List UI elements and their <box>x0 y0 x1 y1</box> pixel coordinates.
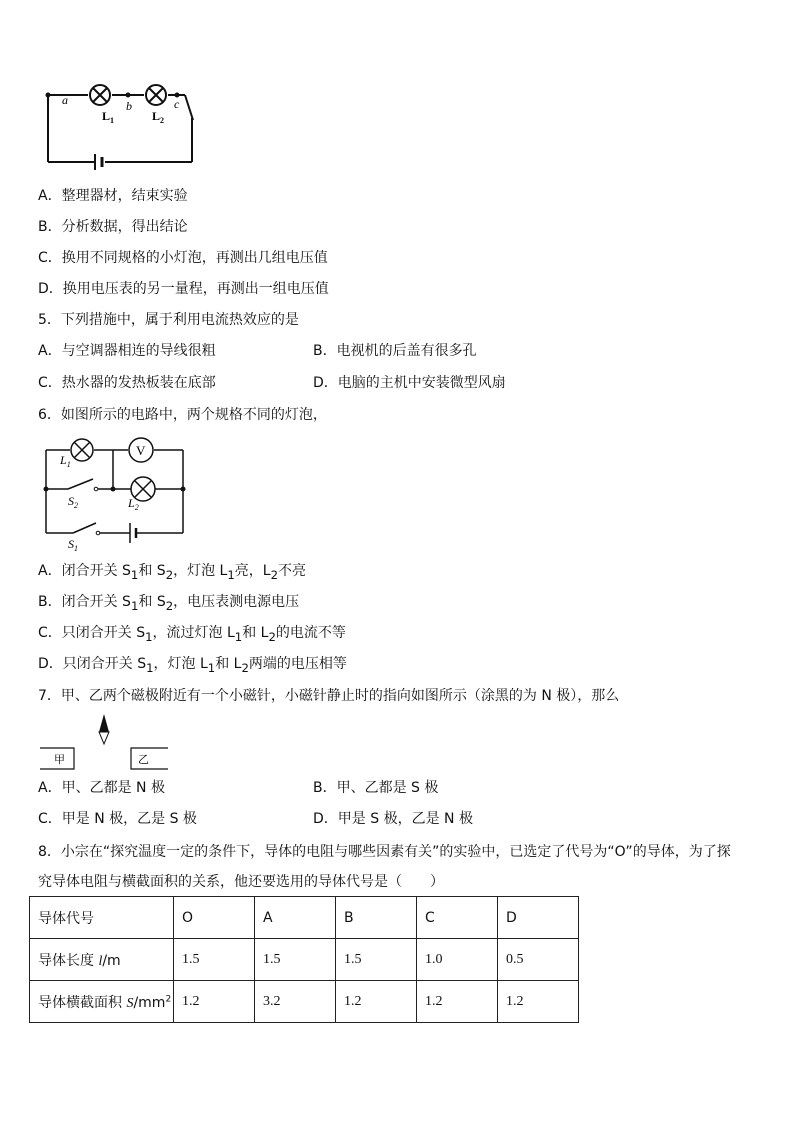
row-label-length: 导体长度 l/m <box>30 939 174 981</box>
q4-option-b: B．分析数据，得出结论 <box>38 219 188 235</box>
label-s1: $S_1$ <box>68 537 78 553</box>
q7-option-a: A．甲、乙都是 N 极 <box>38 780 165 796</box>
lamp-l1-icon <box>90 85 110 105</box>
q6-option-d: D．只闭合开关 $S_1$，灯泡 $L_1$和 $L_2$两端的电压相等 <box>38 656 347 675</box>
label-l1: $L_1$ <box>102 109 115 125</box>
table-cell: 3.2 <box>255 981 336 1023</box>
q7-option-c: C．甲是 N 极，乙是 S 极 <box>38 811 197 827</box>
q5-option-b: B．电视机的后盖有很多孔 <box>313 343 477 359</box>
q6-option-a: A．闭合开关 $S_1$和 $S_2$，灯泡 $L_1$亮，$L_2$不亮 <box>38 563 307 582</box>
lamp-l2-icon <box>146 85 166 105</box>
q8-stem-line1: 8．小宗在“探究温度一定的条件下，导体的电阻与哪些因素有关”的实验中，已选定了代号为“O”的导体，为了探 <box>38 844 731 860</box>
magnet-figure <box>38 712 173 772</box>
svg-text:甲: 甲 <box>54 753 65 766</box>
q6-stem: 6．如图所示的电路中，两个规格不同的灯泡， <box>38 407 327 423</box>
q7-stem: 7．甲、乙两个磁极附近有一个小磁针，小磁针静止时的指向如图所示（涂黑的为 N 极），那么 <box>38 688 620 704</box>
compass-needle-icon <box>99 714 109 744</box>
label-l2: $L_2$ <box>128 496 139 512</box>
row-label-area: 导体横截面积 $S/mm^2$ <box>30 981 174 1023</box>
q5-option-a: A．与空调器相连的导线很粗 <box>38 343 216 359</box>
table-row-length <box>30 939 579 981</box>
conductor-table <box>29 896 579 1023</box>
label-b: b <box>126 99 132 113</box>
q6-option-b: B．闭合开关 $S_1$和 $S_2$，电压表测电源电压 <box>38 594 300 613</box>
q7-option-d: D．甲是 S 极，乙是 N 极 <box>313 811 473 827</box>
q5-stem: 5．下列措施中，属于利用电流热效应的是 <box>38 312 299 328</box>
q5-option-c: C．热水器的发热板装在底部 <box>38 375 216 391</box>
label-l2: $L_2$ <box>152 109 165 125</box>
table-header-cell: D <box>498 897 579 939</box>
lamp-l1-icon <box>71 439 93 461</box>
table-row-area <box>30 981 579 1023</box>
svg-text:乙: 乙 <box>138 753 149 766</box>
q4-option-a: A．整理器材，结束实验 <box>38 188 188 204</box>
table-cell: 1.2 <box>417 981 498 1023</box>
label-a: a <box>62 93 68 107</box>
magnet-pole-jia <box>40 748 74 769</box>
label-l1: $L_1$ <box>60 453 71 469</box>
table-header-cell: A <box>255 897 336 939</box>
voltmeter-icon <box>129 438 153 462</box>
table-cell: 1.5 <box>336 939 417 981</box>
table-header-cell: C <box>417 897 498 939</box>
label-c: c <box>174 97 180 111</box>
svg-text:V: V <box>136 443 146 458</box>
parallel-circuit-figure <box>38 435 193 555</box>
q5-option-d: D．电脑的主机中安装微型风扇 <box>313 375 506 391</box>
table-header-cell: B <box>336 897 417 939</box>
table-cell: 1.2 <box>174 981 255 1023</box>
table-header-cell: 导体代号 <box>30 897 174 939</box>
q8-stem-line2: 究导体电阻与横截面积的关系，他还要选用的导体代号是（ ） <box>38 874 444 890</box>
table-cell: 1.2 <box>498 981 579 1023</box>
q4-option-c: C．换用不同规格的小灯泡，再测出几组电压值 <box>38 250 328 266</box>
q4-option-d: D．换用电压表的另一量程，再测出一组电压值 <box>38 281 329 297</box>
table-cell: 0.5 <box>498 939 579 981</box>
table-cell: 1.5 <box>255 939 336 981</box>
q7-option-b: B．甲、乙都是 S 极 <box>313 780 439 796</box>
table-header-cell: O <box>174 897 255 939</box>
label-s2: $S_2$ <box>68 494 78 510</box>
q6-option-c: C．只闭合开关 $S_1$，流过灯泡 $L_1$和 $L_2$的电流不等 <box>38 625 346 644</box>
magnet-pole-yi <box>131 748 168 769</box>
table-cell: 1.2 <box>336 981 417 1023</box>
table-header-row <box>30 897 579 939</box>
table-cell: 1.0 <box>417 939 498 981</box>
series-circuit-figure <box>40 80 210 170</box>
table-cell: 1.5 <box>174 939 255 981</box>
